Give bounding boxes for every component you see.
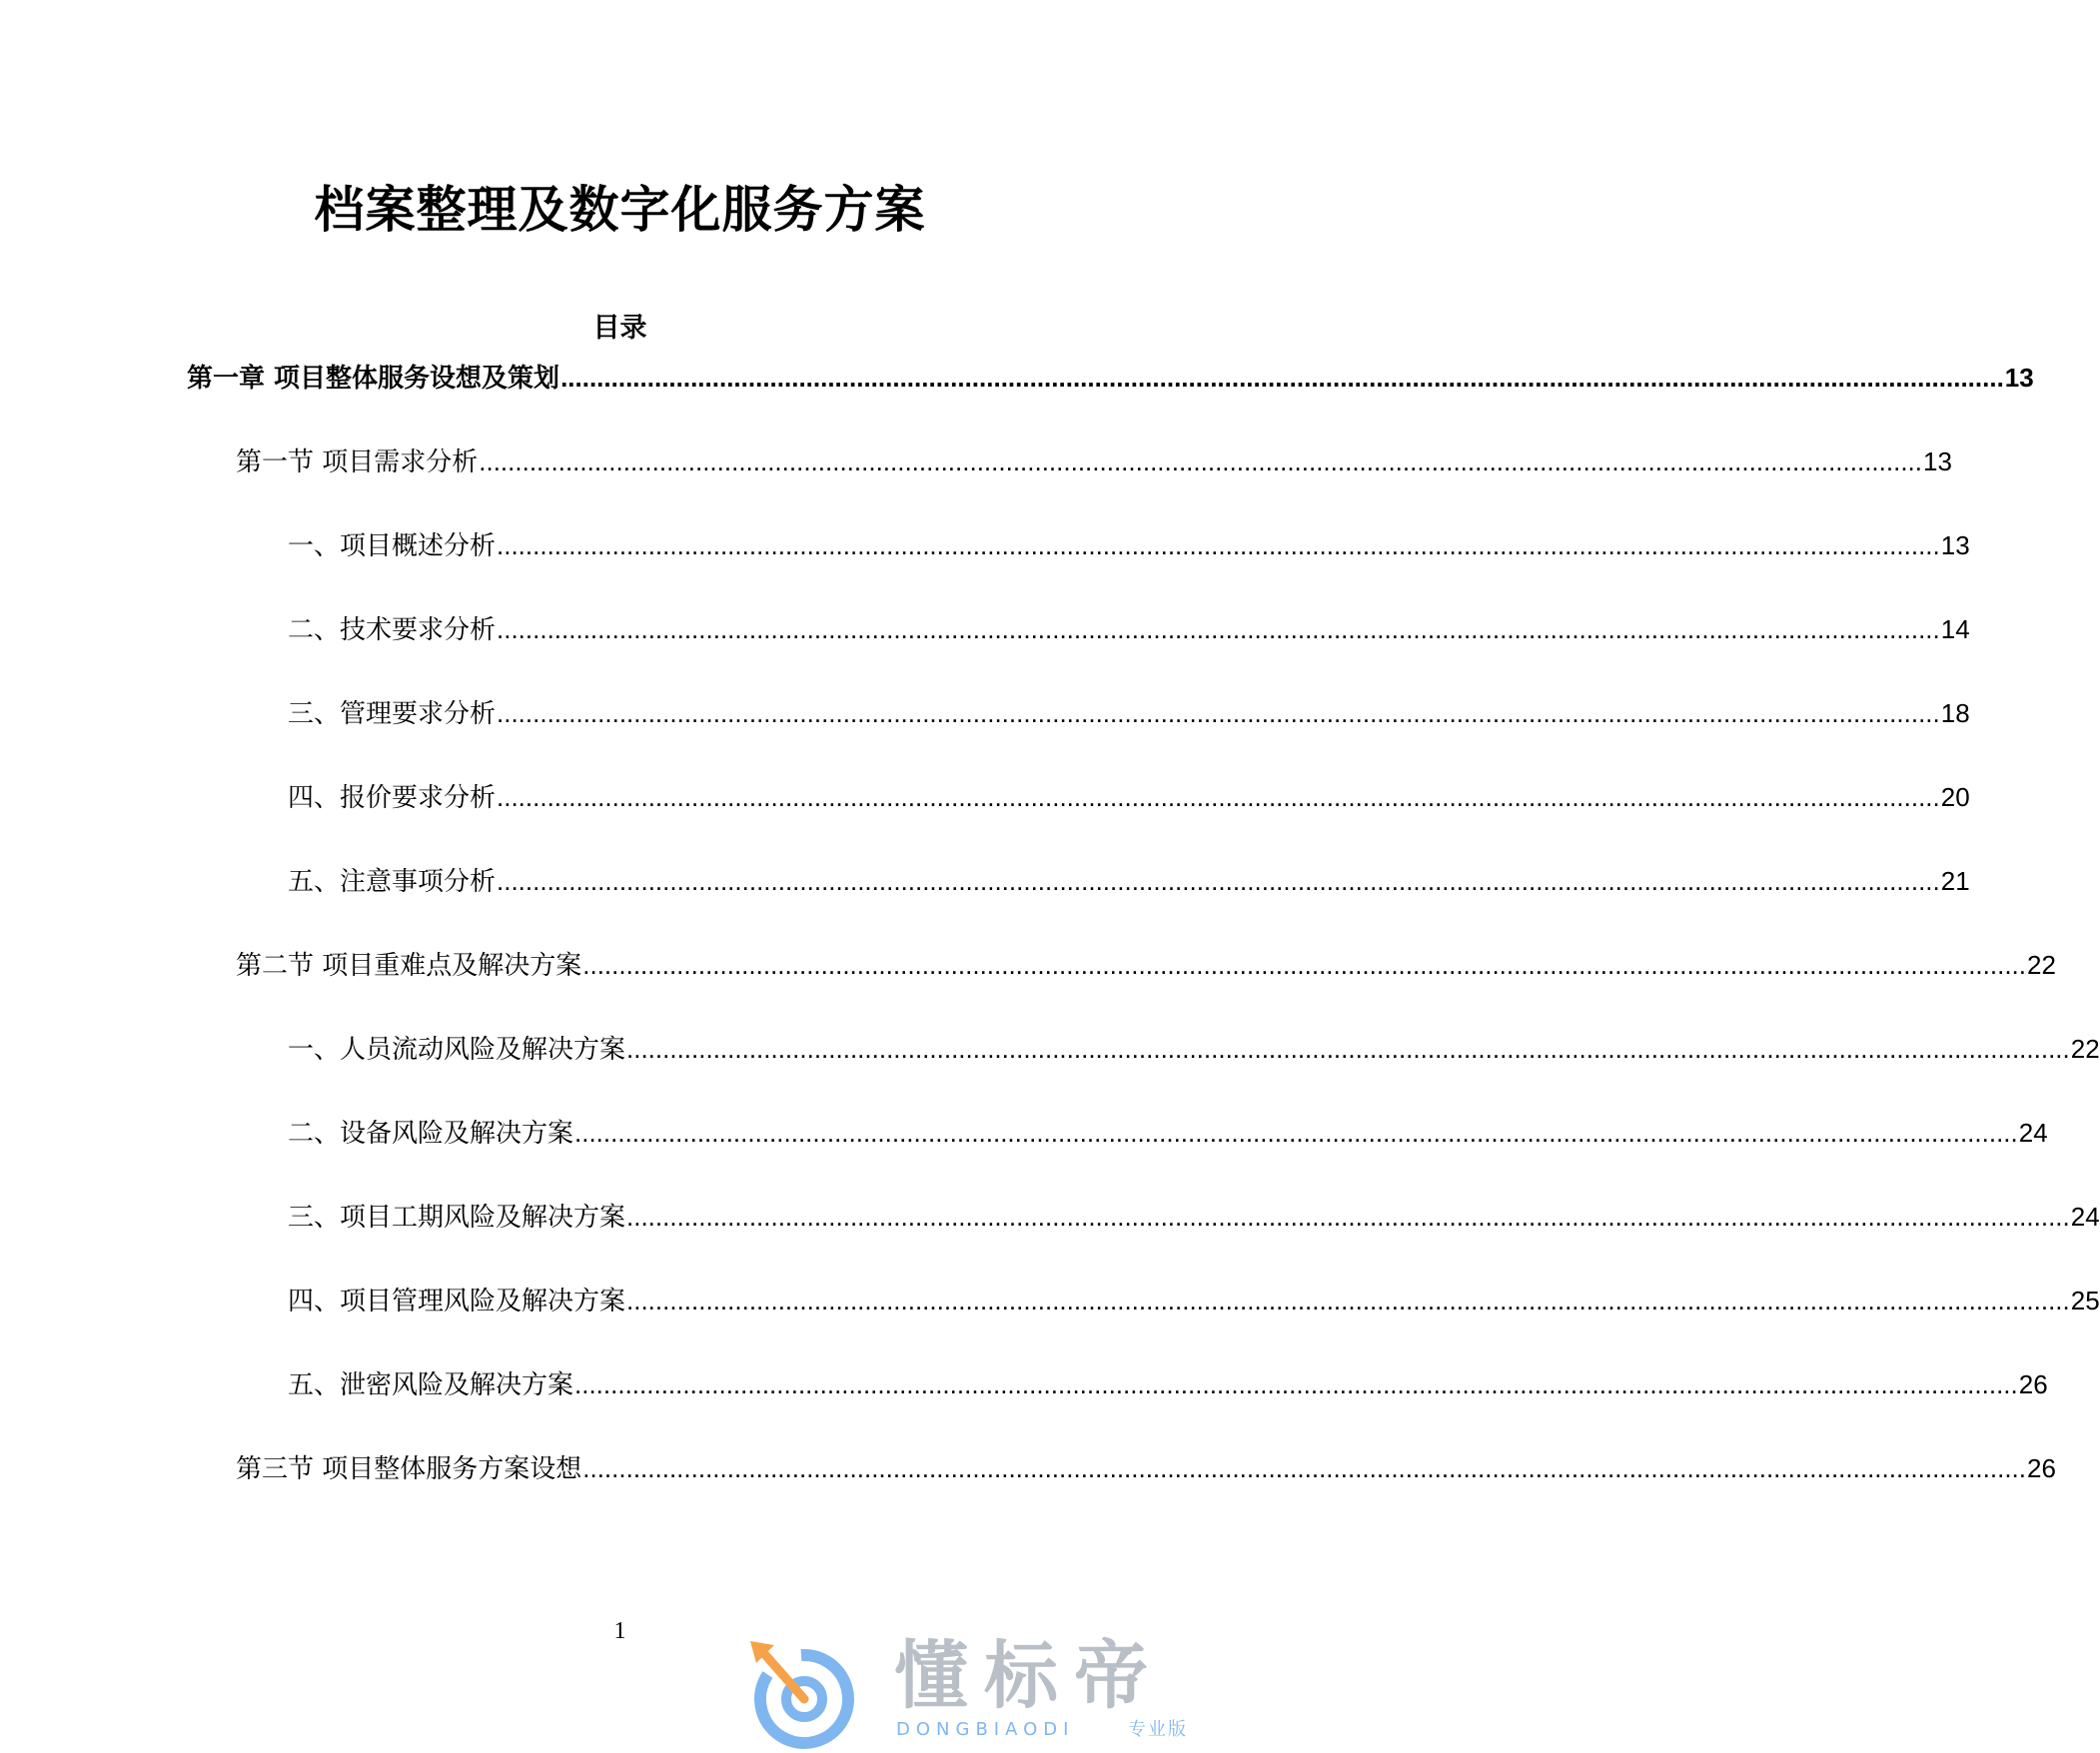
toc-entry-page-number: 13 <box>1940 530 1970 560</box>
toc-entry-page-number: 22 <box>2027 950 2056 980</box>
watermark-pinyin: DONGBIAODI <box>896 1719 1075 1740</box>
toc-dot-leader: ........................................................................................................................................................................................................ <box>626 1202 2070 1232</box>
toc-entry-label: 第一章 项目整体服务设想及策划 <box>187 364 560 394</box>
toc-entry-label: 二、设备风险及解决方案 <box>288 1119 574 1149</box>
page-number: 1 <box>613 1618 626 1644</box>
document-title: 档案整理及数字化服务方案 <box>314 181 926 239</box>
toc-entry-page-number: 14 <box>1940 614 1970 644</box>
toc-entry[interactable] <box>288 863 1970 899</box>
toc-dot-leader: ........................................................................................................................................................................................................ <box>479 446 1922 476</box>
toc-entry-page-number: 26 <box>2018 1369 2048 1399</box>
toc-dot-leader: ........................................................................................................................................................................................................ <box>497 866 1940 896</box>
toc-entry[interactable] <box>288 1366 2048 1402</box>
toc-entry-label: 第三节 项目整体服务方案设想 <box>236 1454 582 1484</box>
target-arrow-icon <box>744 1633 864 1753</box>
toc-dot-leader: ........................................................................................................................................................................................................ <box>582 1453 2026 1483</box>
toc-dot-leader: ........................................................................................................................................................................................................ <box>582 950 2026 980</box>
toc-dot-leader: ........................................................................................................................................................................................................ <box>497 782 1940 812</box>
toc-entry-page-number: 24 <box>2018 1118 2048 1148</box>
watermark <box>744 1633 1214 1743</box>
toc-entry-label: 五、泄密风险及解决方案 <box>288 1370 574 1400</box>
toc-entry[interactable] <box>187 360 2034 396</box>
toc-entry[interactable] <box>288 695 1970 731</box>
toc-entry-label: 四、报价要求分析 <box>288 783 497 813</box>
toc-entry-page-number: 25 <box>2070 1286 2100 1315</box>
toc-entry[interactable] <box>236 947 2056 983</box>
toc-entry-page-number: 21 <box>1940 866 1970 896</box>
toc-dot-leader: ........................................................................................................................................................................................................ <box>560 363 2004 393</box>
toc-entry-label: 第二节 项目重难点及解决方案 <box>236 951 582 981</box>
toc-entry[interactable] <box>288 527 1970 563</box>
toc-entry-label: 二、技术要求分析 <box>288 615 497 645</box>
toc-entry-label: 五、注意事项分析 <box>288 867 497 897</box>
toc-heading: 目录 <box>592 313 647 344</box>
toc-dot-leader: ........................................................................................................................................................................................................ <box>497 698 1940 728</box>
watermark-brand: 懂标帝 <box>894 1633 1164 1719</box>
toc-entry-label: 三、项目工期风险及解决方案 <box>288 1203 626 1233</box>
watermark-edition: 专业版 <box>1128 1719 1188 1740</box>
toc-entry-label: 一、项目概述分析 <box>288 531 497 561</box>
toc-dot-leader: ........................................................................................................................................................................................................ <box>626 1034 2070 1064</box>
toc-dot-leader: ........................................................................................................................................................................................................ <box>626 1286 2070 1315</box>
toc-entry[interactable] <box>288 611 1970 647</box>
toc-entry-page-number: 22 <box>2070 1034 2100 1064</box>
toc-dot-leader: ........................................................................................................................................................................................................ <box>497 614 1940 644</box>
toc-entry[interactable] <box>288 1199 2100 1235</box>
toc-entry-label: 一、人员流动风险及解决方案 <box>288 1035 626 1065</box>
toc-entry[interactable] <box>288 779 1970 815</box>
toc-entry-page-number: 26 <box>2027 1453 2056 1483</box>
toc-entry-page-number: 13 <box>1923 446 1952 476</box>
toc-entry[interactable] <box>236 443 1952 479</box>
toc-entry[interactable] <box>288 1031 2100 1067</box>
toc-entry-label: 四、项目管理风险及解决方案 <box>288 1287 626 1316</box>
toc-dot-leader: ........................................................................................................................................................................................................ <box>574 1369 2018 1399</box>
toc-entry-page-number: 13 <box>2004 363 2034 393</box>
toc-entry-page-number: 24 <box>2070 1202 2100 1232</box>
toc-entry-page-number: 18 <box>1940 698 1970 728</box>
toc-entry-label: 三、管理要求分析 <box>288 699 497 729</box>
toc-dot-leader: ........................................................................................................................................................................................................ <box>574 1118 2018 1148</box>
toc-entry-label: 第一节 项目需求分析 <box>236 447 479 477</box>
toc-entry[interactable] <box>288 1283 2100 1318</box>
toc-dot-leader: ........................................................................................................................................................................................................ <box>497 530 1940 560</box>
toc-entry[interactable] <box>288 1115 2048 1151</box>
toc-entry-page-number: 20 <box>1940 782 1970 812</box>
toc-entry[interactable] <box>236 1450 2056 1486</box>
